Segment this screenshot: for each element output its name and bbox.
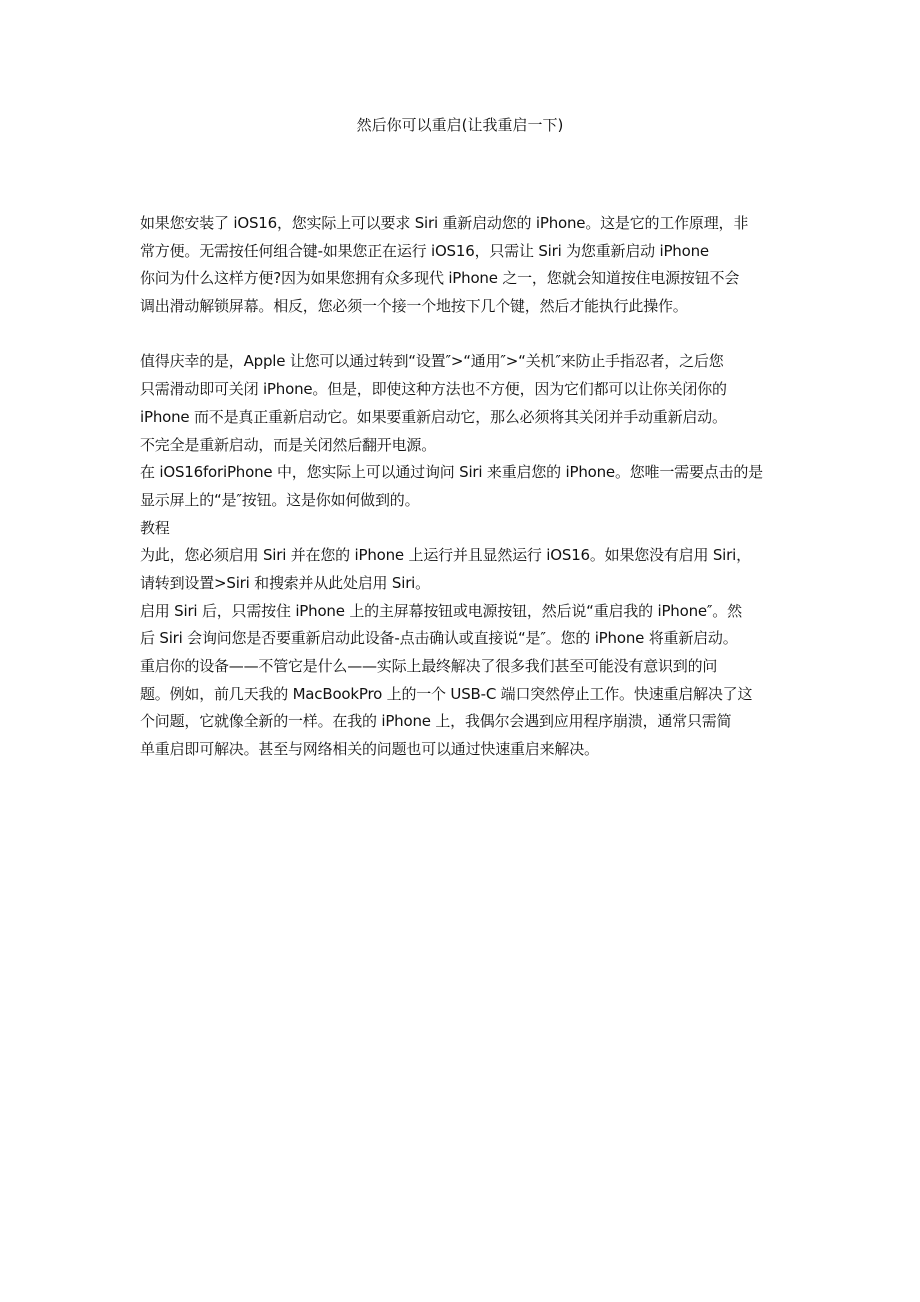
paragraph-line: 重启你的设备——不管它是什么——实际上最终解决了很多我们甚至可能没有意识到的问 <box>140 657 718 675</box>
paragraph-line: 不完全是重新启动，而是关闭然后翻开电源。 <box>140 435 437 454</box>
paragraph-line: 常方便。无需按任何组合键-如果您正在运行 iOS16，只需让 Siri 为您重新启动 iPhone <box>140 241 709 260</box>
paragraph-line: 单重启即可解决。甚至与网络相关的问题也可以通过快速重启来解决。 <box>140 740 599 759</box>
document-body <box>140 210 800 764</box>
paragraph-line: 你问为什么这样方便?因为如果您拥有众多现代 iPhone 之一，您就会知道按住电源按钮不会 <box>140 269 740 288</box>
paragraph-gap <box>140 321 800 349</box>
paragraph-line: 个问题，它就像全新的一样。在我的 iPhone 上，我偶尔会遇到应用程序崩溃，通常只需简 <box>140 712 732 731</box>
paragraph-line: 为此，您必须启用 Siri 并在您的 iPhone 上运行并且显然运行 iOS16。如果您没有启用 Siri， <box>140 546 751 565</box>
paragraph-line: 只需滑动即可关闭 iPhone。但是，即使这种方法也不方便，因为它们都可以让你关闭你的 <box>140 380 727 399</box>
paragraph-line: 如果您安装了 iOS16，您实际上可以要求 Siri 重新启动您的 iPhone。这是它的工作原理，非 <box>140 214 749 232</box>
paragraph-line: 启用 Siri 后，只需按住 iPhone 上的主屏幕按钮或电源按钮，然后说“重启我的 iPhone″。然 <box>140 601 742 620</box>
paragraph-line: 在 iOS16foriPhone 中，您实际上可以通过询问 Siri 来重启您的 iPhone。您唯一需要点击的是 <box>140 463 763 482</box>
paragraph-line: 调出滑动解锁屏幕。相反，您必须一个接一个地按下几个键，然后才能执行此操作。 <box>140 297 688 316</box>
paragraph-line: 显示屏上的“是″按钮。这是你如何做到的。 <box>140 490 420 509</box>
paragraph-line: 请转到设置>Siri 和搜索并从此处启用 Siri。 <box>140 573 430 592</box>
paragraph-line: iPhone 而不是真正重新启动它。如果要重新启动它，那么必须将其关闭并手动重新启动。 <box>140 407 727 426</box>
section-heading-tutorial: 教程 <box>140 518 170 537</box>
paragraph-line: 值得庆幸的是，Apple 让您可以通过转到“设置″>“通用″>“关机″来防止手指忍者，之后您 <box>140 352 724 371</box>
paragraph-line: 题。例如，前几天我的 MacBookPro 上的一个 USB-C 端口突然停止工作。快速重启解决了这 <box>140 684 753 703</box>
document-title: 然后你可以重启(让我重启一下) <box>356 116 564 134</box>
paragraph-line: 后 Siri 会询问您是否要重新启动此设备-点击确认或直接说“是″。您的 iPhone 将重新启动。 <box>140 629 738 648</box>
